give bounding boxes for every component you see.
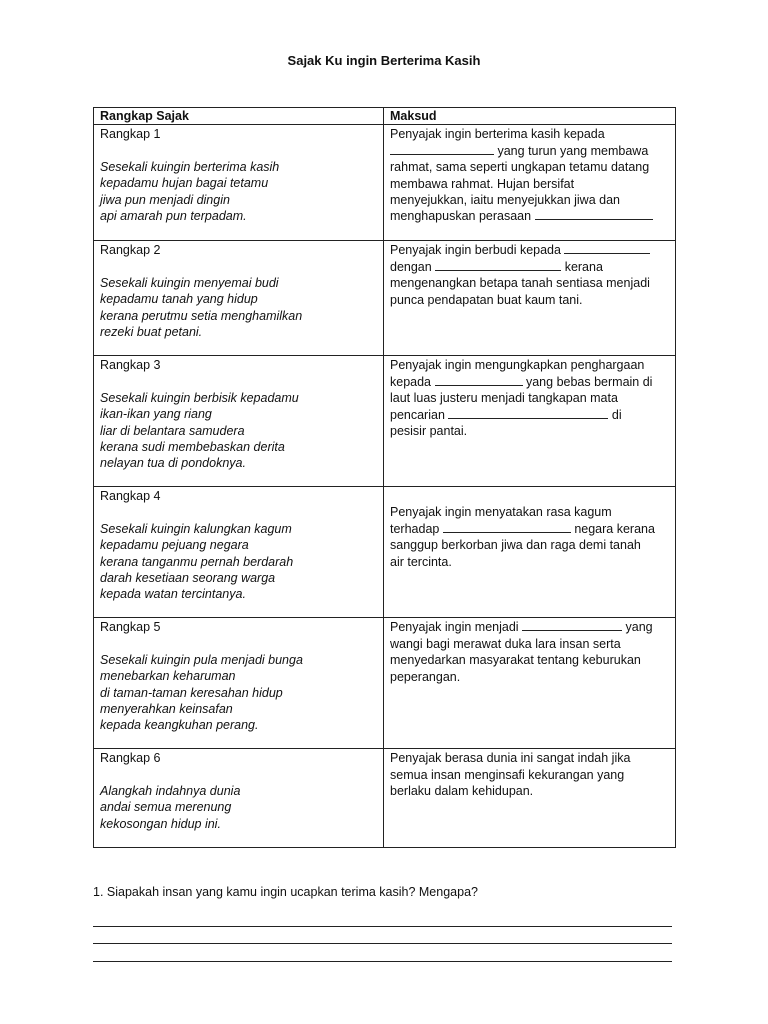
maksud-line: menyedarkan masyarakat tentang keburukan [390,653,641,668]
answer-blank[interactable] [435,259,561,271]
table-row [94,487,676,618]
stanza-line: menebarkan keharuman [100,669,236,684]
table-row [94,125,676,241]
stanza-cell [94,241,384,356]
stanza-line: kerana tanganmu pernah berdarah [100,554,294,569]
maksud-text: yang [625,620,653,635]
question-text: 1. Siapakah insan yang kamu ingin ucapkan terima kasih? Mengapa? [93,885,478,899]
stanza-line: kepadamu pejuang negara [100,538,249,553]
stanza-cell [94,618,384,749]
stanza-cell [94,749,384,848]
table-row [94,618,676,749]
stanza-line: kerana sudi membebaskan derita [100,440,285,455]
maksud-line: rahmat, sama seperti ungkapan tetamu datang [390,160,650,175]
stanza-lines [100,159,377,225]
header-rangkap-sajak: Rangkap Sajak [94,108,384,125]
stanza-lines [100,652,377,734]
maksud-text: negara kerana [574,521,655,536]
table-row [94,749,676,848]
maksud-cell [384,618,676,749]
maksud-cell [384,241,676,356]
answer-blank[interactable] [435,374,523,386]
answer-blank[interactable] [564,242,650,254]
page-title: Sajak Ku ingin Berterima Kasih [287,53,481,68]
answer-line[interactable] [93,961,672,962]
maksud-line: wangi bagi merawat duka lara insan serta [390,636,621,651]
maksud-line: menyejukkan, iaitu menyejukkan jiwa dan [390,193,620,208]
maksud-line: sanggup berkorban jiwa dan raga demi tanah [390,538,641,553]
stanza-line: andai semua merenung [100,800,232,815]
stanza-line: kerana perutmu setia menghamilkan [100,308,303,323]
stanza-line: kepadamu hujan bagai tetamu [100,176,269,191]
maksud-line: air tercinta. [390,554,452,569]
stanza-line: kepadamu tanah yang hidup [100,292,258,307]
answer-line[interactable] [93,926,672,927]
maksud-text: menghapuskan perasaan [390,209,532,224]
stanza-line: kekosongan hidup ini. [100,816,221,831]
stanza-line: api amarah pun terpadam. [100,209,247,224]
stanza-line: Sesekali kuingin kalungkan kagum [100,521,292,536]
answer-blank[interactable] [390,143,494,155]
maksud-line: Penyajak ingin mengungkapkan penghargaan [390,358,645,373]
stanza-line: Sesekali kuingin berbisik kepadamu [100,390,299,405]
maksud-text: dengan [390,259,432,274]
stanza-label: Rangkap 4 [100,489,161,504]
maksud-text: pencarian [390,407,445,422]
answer-blank[interactable] [443,521,571,533]
maksud-line: mengenangkan betapa tanah sentiasa menjadi [390,276,650,291]
maksud-text: yang bebas bermain di [525,374,653,389]
maksud-line: semua insan menginsafi kekurangan yang [390,767,625,782]
maksud-line: membawa rahmat. Hujan bersifat [390,176,575,191]
stanza-line: menyerahkan keinsafan [100,702,233,717]
maksud-text: yang turun yang membawa [497,143,649,158]
maksud-cell [384,356,676,487]
stanza-line: Sesekali kuingin menyemai budi [100,275,279,290]
answer-blank[interactable] [535,208,653,220]
maksud-line: Penyajak ingin menyatakan rasa kagum [390,505,612,520]
maksud-text: di [611,407,622,422]
stanza-cell [94,487,384,618]
maksud-text: Penyajak ingin berbudi kepada [390,243,561,258]
maksud-cell [384,125,676,241]
stanza-lines [100,521,377,603]
maksud-text: kepada [390,374,432,389]
maksud-line: Penyajak ingin berterima kasih kepada [390,127,605,142]
stanza-label: Rangkap 5 [100,620,161,635]
maksud-text: kerana [564,259,603,274]
maksud-line: punca pendapatan buat kaum tani. [390,292,583,307]
stanza-line: kepada keangkuhan perang. [100,718,259,733]
maksud-text: Penyajak ingin menjadi [390,620,519,635]
header-maksud: Maksud [384,108,676,125]
stanza-label: Rangkap 3 [100,358,161,373]
maksud-cell [384,487,676,618]
stanza-lines [100,783,377,832]
stanza-line: rezeki buat petani. [100,325,203,340]
stanza-line: darah kesetiaan seorang warga [100,571,276,586]
table-row [94,356,676,487]
stanza-label: Rangkap 2 [100,243,161,258]
answer-blank[interactable] [448,407,608,419]
stanza-line: Sesekali kuingin pula menjadi bunga [100,652,303,667]
poem-table [93,107,676,848]
table-row [94,241,676,356]
stanza-lines [100,275,377,341]
maksud-line: pesisir pantai. [390,424,468,439]
stanza-line: Alangkah indahnya dunia [100,783,241,798]
table-header-row [94,108,676,125]
stanza-label: Rangkap 1 [100,127,161,142]
maksud-cell [384,749,676,848]
stanza-label: Rangkap 6 [100,751,161,766]
stanza-cell [94,356,384,487]
maksud-line: Penyajak berasa dunia ini sangat indah jika [390,751,631,766]
stanza-line: di taman-taman keresahan hidup [100,685,283,700]
stanza-line: jiwa pun menjadi dingin [100,192,230,207]
stanza-line: nelayan tua di pondoknya. [100,456,246,471]
maksud-text: terhadap [390,521,440,536]
maksud-line: laut luas justeru menjadi tangkapan mata [390,391,618,406]
answer-blank[interactable] [522,619,622,631]
stanza-line: ikan-ikan yang riang [100,407,212,422]
stanza-line: Sesekali kuingin berterima kasih [100,159,280,174]
stanza-cell [94,125,384,241]
answer-line[interactable] [93,943,672,944]
maksud-line: berlaku dalam kehidupan. [390,784,534,799]
maksud-line: peperangan. [390,669,461,684]
stanza-lines [100,390,377,472]
maksud-block [390,488,669,570]
stanza-line: kepada watan tercintanya. [100,587,246,602]
stanza-line: liar di belantara samudera [100,423,245,438]
